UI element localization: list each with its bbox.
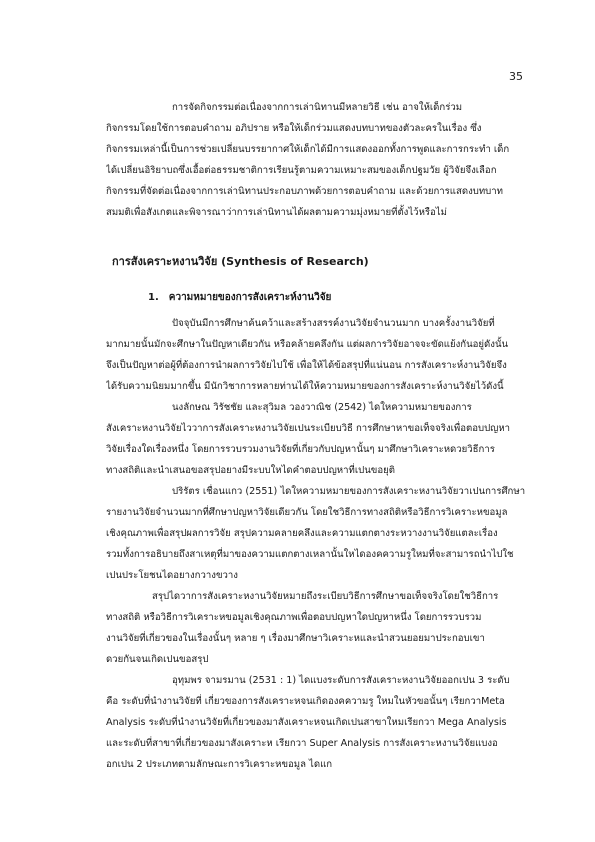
paragraph-line: อกเปน 2 ประเภทตามลักษณะการวิเคราะหขอมูล ไดแก — [106, 759, 333, 770]
paragraph-line: กิจกรรมเหล่านี้เป็นการช่วยเปลี่ยนบรรยากาศให้เด็กได้มีการแสดงออกทั้งการพูดและการกระทำ เด็ก — [106, 144, 510, 155]
paragraph-line: มากมายนั้นมักจะศึกษาในปัญหาเดียวกัน หรือคล้ายคลึงกัน แต่ผลการวิจัยอาจจะขัดแย้งกันอยู่ดังนั้น — [106, 339, 509, 350]
body-text — [106, 313, 526, 775]
paragraph-line: ทางสถิติ หรือวิธีการวิเคราะหขอมูลเชิงคุณภาพเพื่อตอบปญหาใดปญหาหนึ่ง โดยการรวบรวม — [106, 612, 482, 623]
paragraph-line: และระดับที่สาขาที่เกี่ยวของมาสังเคราะห เรียกวา Super Analysis การสังเคราะหงานวิจัยแบงอ — [106, 738, 498, 749]
paragraph-line: อุทุมพร จามรมาน (2531 : 1) ไดแบงระดับการสังเคราะหงานวิจัยออกเปน 3 ระดับ — [172, 675, 510, 686]
subsection-heading — [148, 290, 331, 305]
subsection-title: ความหมายของการสังเคราะห์งานวิจัย — [168, 292, 332, 303]
paragraph-line: สมมติเพื่อสังเกตและพิจารณาว่าการเล่านิทานได้ผลตามความมุ่งหมายที่ตั้งไว้หรือไม่ — [106, 207, 447, 218]
paragraph-line: การจัดกิจกรรมต่อเนื่องจากการเล่านิทานมีหลายวิธี เช่น อาจให้เด็กร่วม — [172, 102, 463, 113]
subsection-number: 1. — [148, 292, 159, 303]
paragraph-line: ได้รับความนิยมมากขึ้น มีนักวิชาการหลายท่านได้ให้ความหมายของการสังเคราะห์งานวิจัยไว้ดังนี้ — [106, 381, 504, 392]
paragraph-line: กิจกรรมโดยใช้การตอบคำถาม อภิปราย หรือให้เด็กร่วมแสดงบทบาทของตัวละครในเรื่อง ซึ่ง — [106, 123, 482, 134]
paragraph-line: สรุปไดวาการสังเคราะหงานวิจัยหมายถึงระเบียบวิธีการศึกษาขอเท็จจริงโดยใชวิธีการ — [152, 591, 499, 602]
paragraph-line: กิจกรรมที่จัดต่อเนื่องจากการเล่านิทานประกอบภาพด้วยการตอบคำถาม และด้วยการแสดงบทบาท — [106, 186, 503, 197]
paragraph-line: ดวยกันจนเกิดเปนขอสรุป — [106, 654, 209, 665]
paragraph-line: ทางสถิติและนําเสนอขอสรุปอยางมีระบบใหไดคําตอบปญหาที่เปนขอยุติ — [106, 465, 395, 476]
page-number: 35 — [509, 70, 523, 83]
paragraph-line: เชิงคุณภาพเพื่อสรุปผลการวิจัย สรุปความคลายคลึงและความแตกตางระหวางงานวิจัยแตละเรื่อง — [106, 528, 498, 539]
paragraph-line: งานวิจัยที่เกี่ยวของในเรื่องนั้นๆ หลาย ๆ เรื่องมาศึกษาวิเคราะหและนําสวนยอยมาประกอบเขา — [106, 633, 485, 644]
paragraph-line: ปัจจุบันมีการศึกษาค้นคว้าและสร้างสรรค์งานวิจัยจำนวนมาก บางครั้งงานวิจัยที่ — [172, 318, 495, 329]
paragraph-line: คือ ระดับที่นํางานวิจัยที่ เกี่ยวของการสังเคราะหจนเกิดองคความรู ใหมในหัวขอนั้นๆ เรียกวาMeta — [106, 696, 505, 707]
intro-paragraph — [106, 97, 526, 223]
paragraph-line: จึงเป็นปัญหาต่อผู้ที่ต้องการนำผลการวิจัยไปใช้ เพื่อให้ได้ข้อสรุปที่แน่นอน การสังเคราะห์งานวิจัยจึง — [106, 360, 507, 371]
paragraph-line: วิจัยเรื่องใดเรื่องหนึ่ง โดยการรวบรวมงานวิจัยที่เกี่ยวกับปญหานั้นๆ มาศึกษาวิเคราะหดวยวิธีการ — [106, 444, 495, 455]
section-heading: การสังเคราะหงานวิจัย (Synthesis of Research) — [112, 255, 369, 268]
paragraph-line: สังเคราะหงานวิจัยไววาการสังเคราะหงานวิจัยเปนระเบียบวิธี การศึกษาหาขอเท็จจริงเพื่อตอบปญหา — [106, 423, 511, 434]
paragraph-line: เปนประโยชนไดอยางกวางขวาง — [106, 570, 238, 581]
paragraph-line: Analysis ระดับที่นํางานวิจัยที่เกี่ยวของมาสังเคราะหจนเกิดเปนสาขาใหมเรียกวา Mega Analysis — [106, 717, 507, 728]
paragraph-line: ได้เปลี่ยนอิริยาบถซึ่งเอื้อต่อธรรมชาติการเรียนรู้ตามความเหมาะสมของเด็กปฐมวัย ผู้วิจัยจึงเลือก — [106, 165, 497, 176]
paragraph-line: รวมทั้งการอธิบายถึงสาเหตุที่มาของความแตกตางเหลานั้นใหไดองคความรูใหมที่จะสามารถนําไปใช — [106, 549, 514, 560]
paragraph-line: นงลักษณ วิรัชชัย และสุวิมล วองวาณิช (2542) ไดใหความหมายของการ — [172, 402, 472, 413]
paragraph-line: รายงานวิจัยจํานวนมากที่ศึกษาปญหาวิจัยเดียวกัน โดยใชวิธีการทางสถิติหรือวิธีการวิเคราะหขอมูล — [106, 507, 508, 518]
paragraph-line: ปริรัตร เชื่อนแกว (2551) ไดใหความหมายของการสังเคราะหงานวิจัยวาเปนการศึกษา — [172, 486, 526, 497]
